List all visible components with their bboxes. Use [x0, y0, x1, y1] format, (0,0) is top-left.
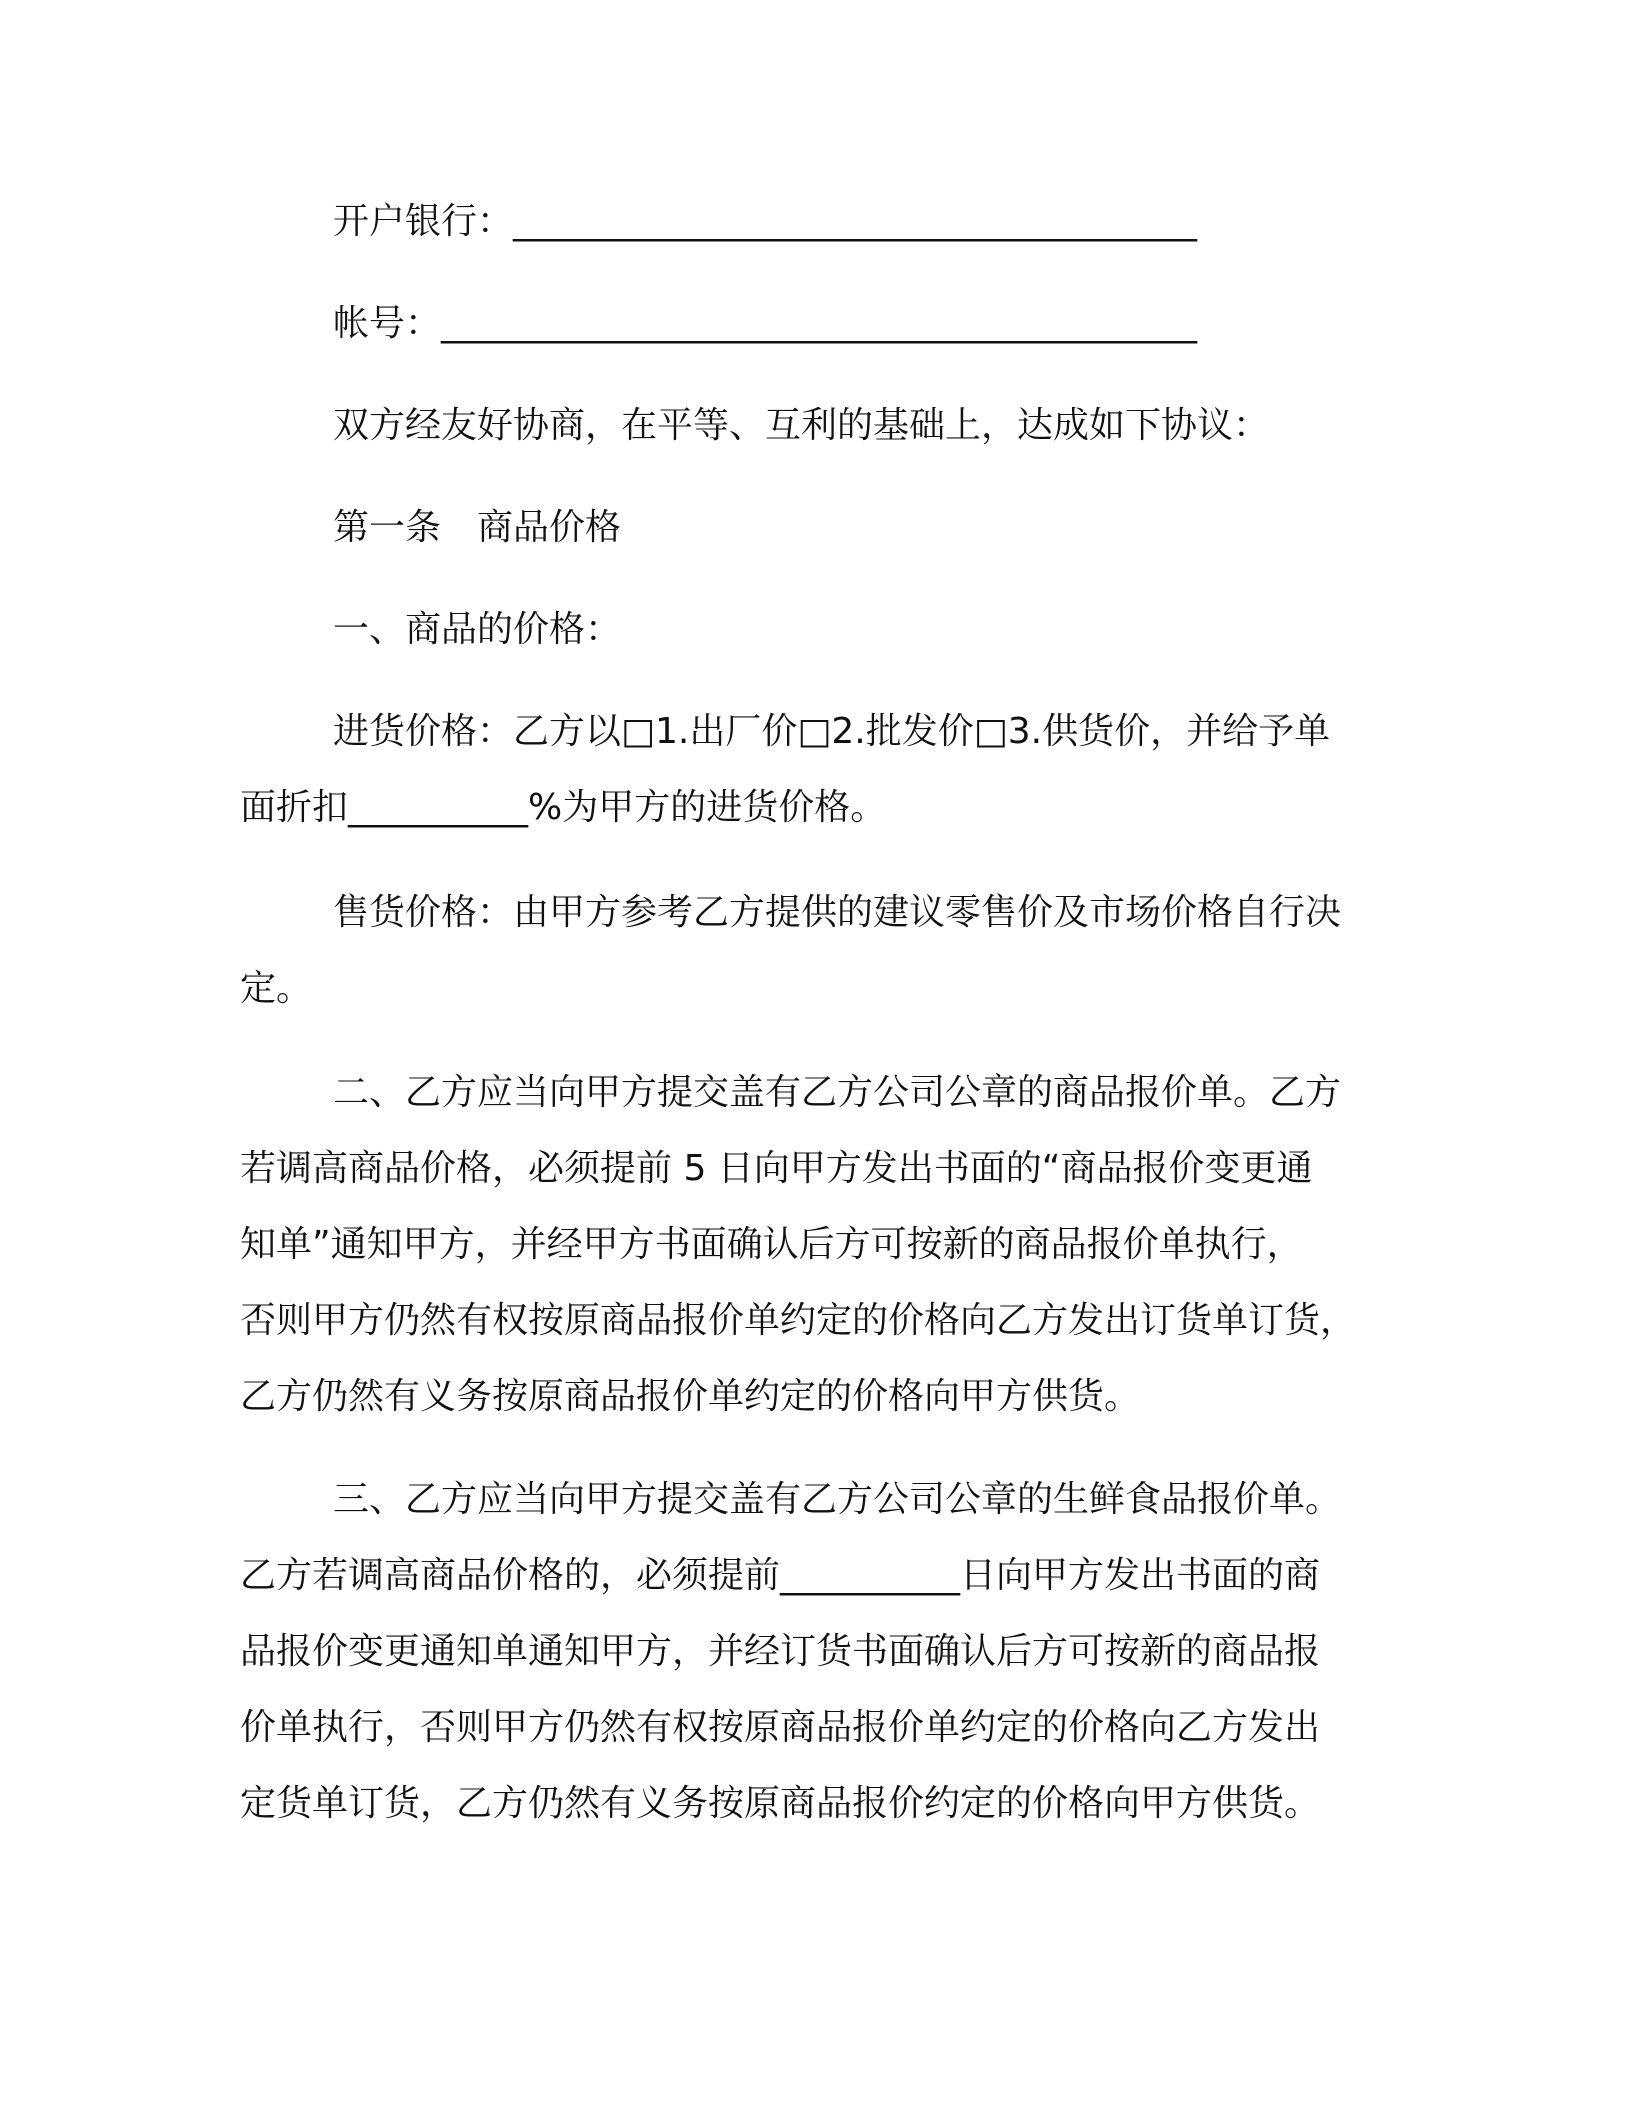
section-2-line: 知单”通知甲方，并经甲方书面确认后方可按新的商品报价单执行，	[240, 1224, 1303, 1265]
section-2-line: 乙方仍然有义务按原商品报价单约定的价格向甲方供货。	[240, 1376, 1141, 1417]
intro-paragraph: 双方经友好协商，在平等、互利的基础上，达成如下协议：	[333, 405, 1270, 446]
section-1-heading: 一、商品的价格：	[333, 609, 622, 650]
section-3-line: 定货单订货，乙方仍然有义务按原商品报价约定的价格向甲方供货。	[240, 1783, 1321, 1824]
section-2-line: 否则甲方仍然有权按原商品报价单约定的价格向乙方发出订货单订货，	[240, 1300, 1357, 1341]
section-3-line: 三、乙方应当向甲方提交盖有乙方公司公章的生鲜食品报价单。	[333, 1479, 1342, 1520]
section-2-line: 二、乙方应当向甲方提交盖有乙方公司公章的商品报价单。乙方	[333, 1072, 1342, 1113]
bank-field-line: 开户银行：______________________________________	[333, 201, 1198, 242]
purchase-price-line: 进货价格：乙方以□1.出厂价□2.批发价□3.供货价，并给予单	[333, 711, 1331, 752]
section-3-line: 乙方若调高商品价格的，必须提前__________日向甲方发出书面的商	[240, 1555, 1321, 1596]
section-3-line: 品报价变更通知单通知甲方，并经订货书面确认后方可按新的商品报	[240, 1631, 1321, 1672]
purchase-price-line: 面折扣__________%为甲方的进货价格。	[240, 787, 887, 828]
sale-price-line: 售货价格：由甲方参考乙方提供的建议零售价及市场价格自行决	[333, 892, 1342, 933]
article-1-heading: 第一条 商品价格	[333, 507, 622, 548]
account-field-line: 帐号：__________________________________________	[333, 303, 1198, 344]
sale-price-line: 定。	[240, 968, 313, 1009]
section-2-line: 若调高商品价格，必须提前 5 日向甲方发出书面的“商品报价变更通	[240, 1148, 1313, 1189]
section-3-line: 价单执行，否则甲方仍然有权按原商品报价单约定的价格向乙方发出	[240, 1707, 1321, 1748]
